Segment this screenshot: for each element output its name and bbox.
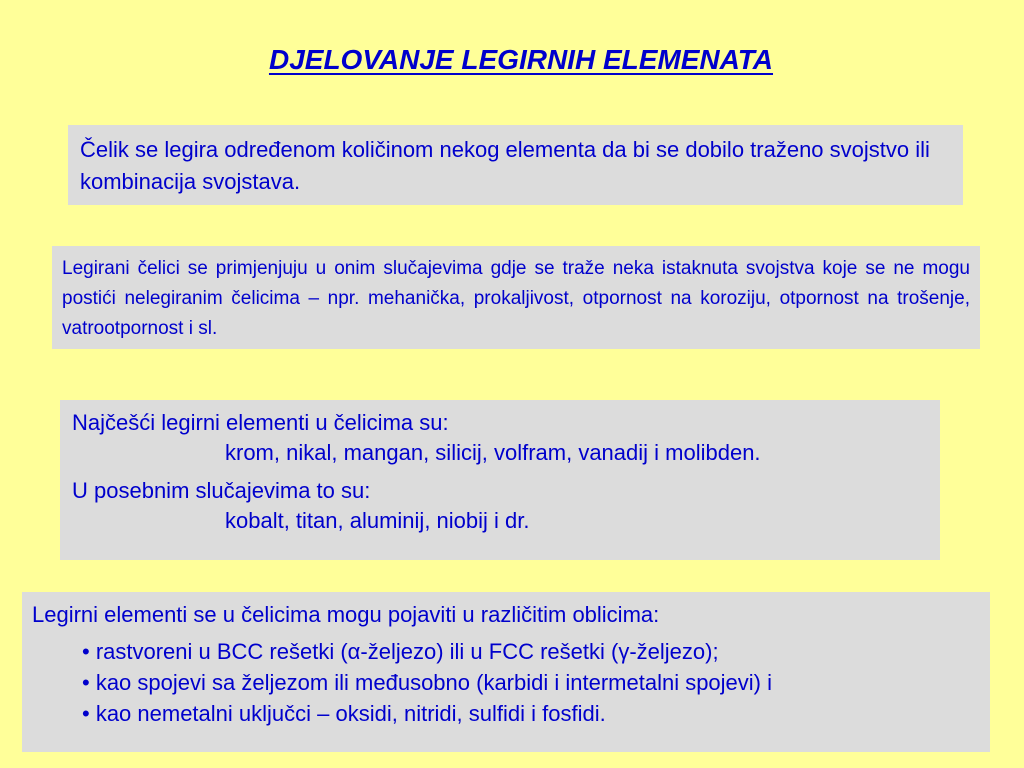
- page-title: DJELOVANJE LEGIRNIH ELEMENATA: [268, 44, 774, 75]
- special-cases-list: kobalt, titan, aluminij, niobij i dr.: [225, 508, 530, 533]
- definition-box: [68, 125, 963, 205]
- common-elements-box: [60, 400, 940, 560]
- forms-intro: Legirni elementi se u čelicima mogu pojaviti u različitim oblicima:: [32, 602, 660, 627]
- application-box: [52, 246, 980, 349]
- definition-text: Čelik se legira određenom količinom nekog elementa da bi se dobilo traženo svojstvo ili kombinacija svojstava.: [80, 137, 930, 194]
- forms-list: [32, 636, 980, 729]
- forms-list-item: • kao spojevi sa željezom ili međusobno (karbidi i intermetalni spojevi) i: [82, 670, 773, 695]
- forms-list-item: • kao nemetalni uključci – oksidi, nitridi, sulfidi i fosfidi.: [82, 701, 606, 726]
- common-elements-list: krom, nikal, mangan, silicij, volfram, vanadij i molibden.: [225, 440, 761, 465]
- common-elements-heading: Najčešći legirni elementi u čelicima su:: [72, 410, 449, 435]
- special-cases-heading: U posebnim slučajevima to su:: [72, 478, 371, 503]
- forms-box: [22, 592, 990, 752]
- application-text: Legirani čelici se primjenjuju u onim slučajevima gdje se traže neka istaknuta svojstva koje se ne mogu postići nelegiranim čelicima – npr. mehanička, prokaljivost, otpornost na koroziju, otpornost na trošenje, vatrootpornost i sl.: [62, 258, 970, 339]
- forms-list-item: • rastvoreni u BCC rešetki (α-željezo) ili u FCC rešetki (γ-željezo);: [82, 639, 719, 664]
